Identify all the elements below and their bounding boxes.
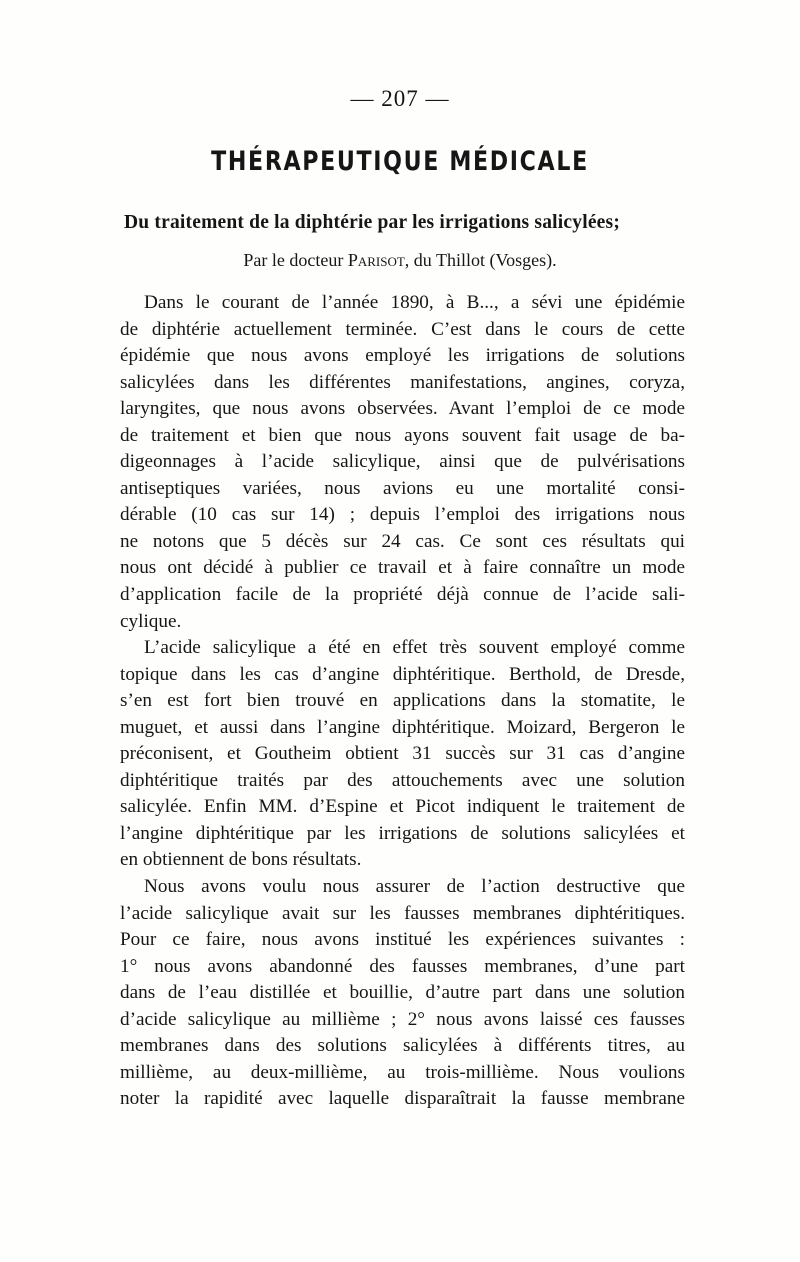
paragraph-2 <box>120 635 685 874</box>
text-line: de diphtérie actuellement terminée. C’est dans le cours de cette <box>120 318 685 340</box>
text-line: dans de l’eau distillée et bouillie, d’autre part dans une solution <box>120 982 685 1004</box>
paragraph-3 <box>120 874 685 1113</box>
text-line: Pour ce faire, nous avons institué les expériences suivantes : <box>120 929 685 951</box>
text-line: membranes dans des solutions salicylées à différents titres, au <box>120 1035 685 1057</box>
byline-suffix: , du Thillot (Vosges). <box>404 250 557 270</box>
text-line: dérable (10 cas sur 14) ; depuis l’emploi des irrigations nous <box>120 504 685 526</box>
byline-prefix: Par le docteur <box>243 250 348 270</box>
text-line: salicylée. Enfin MM. d’Espine et Picot indiquent le traitement de <box>120 796 685 818</box>
text-line: en obtiennent de bons résultats. <box>120 849 362 871</box>
text-line: millième, au deux-millième, au trois-millième. Nous voulions <box>120 1061 685 1083</box>
text-line: d’application facile de la propriété déjà connue de l’acide sali- <box>120 584 685 606</box>
text-line: noter la rapidité avec laquelle disparaîtrait la fausse membrane <box>120 1088 685 1110</box>
text-line: antiseptiques variées, nous avions eu une mortalité consi- <box>120 477 685 499</box>
text-line: préconisent, et Goutheim obtient 31 succès sur 31 cas d’angine <box>120 743 685 765</box>
text-line: digeonnages à l’acide salicylique, ainsi que de pulvérisations <box>120 451 685 473</box>
text-line: Dans le courant de l’année 1890, à B..., a sévi une épidémie <box>144 292 685 313</box>
text-line: épidémie que nous avons employé les irrigations de solutions <box>120 345 685 367</box>
text-line: 1° nous avons abandonné des fausses membranes, d’une part <box>120 955 685 977</box>
text-line: cylique. <box>120 610 182 632</box>
byline-author: Parisot <box>347 250 405 270</box>
article-title: Du traitement de la diphtérie par les irrigations salicylées; <box>124 212 621 233</box>
text-line: d’acide salicylique au millième ; 2° nous avons laissé ces fausses <box>120 1008 685 1030</box>
text-line: laryngites, que nous avons observées. Avant l’emploi de ce mode <box>120 398 685 420</box>
text-line: diphtéritique traités par des attouchements avec une solution <box>120 769 685 791</box>
text-line: salicylées dans les différentes manifestations, angines, coryza, <box>120 371 685 393</box>
body-text <box>120 290 685 1113</box>
paragraph-1 <box>120 290 685 635</box>
text-line: topique dans les cas d’angine diphtéritique. Berthold, de Dresde, <box>120 663 685 685</box>
text-line: nous ont décidé à publier ce travail et à faire connaître un mode <box>120 557 685 579</box>
byline <box>0 250 800 271</box>
text-line: s’en est fort bien trouvé en applications dans la stomatite, le <box>120 690 685 712</box>
page-number: — 207 — <box>350 86 450 111</box>
text-line: L’acide salicylique a été en effet très souvent employé comme <box>144 637 685 659</box>
text-line: Nous avons voulu nous assurer de l’action destructive que <box>144 876 685 898</box>
text-line: muguet, et aussi dans l’angine diphtéritique. Moizard, Bergeron le <box>120 716 685 738</box>
text-line: ne notons que 5 décès sur 24 cas. Ce sont ces résultats qui <box>120 530 685 552</box>
text-line: l’angine diphtéritique par les irrigations de solutions salicylées et <box>120 822 685 844</box>
text-line: l’acide salicylique avait sur les fausses membranes diphtéritiques. <box>120 902 685 924</box>
text-line: de traitement et bien que nous ayons souvent fait usage de ba- <box>120 424 685 446</box>
section-title: THÉRAPEUTIQUE MÉDICALE <box>211 146 589 177</box>
